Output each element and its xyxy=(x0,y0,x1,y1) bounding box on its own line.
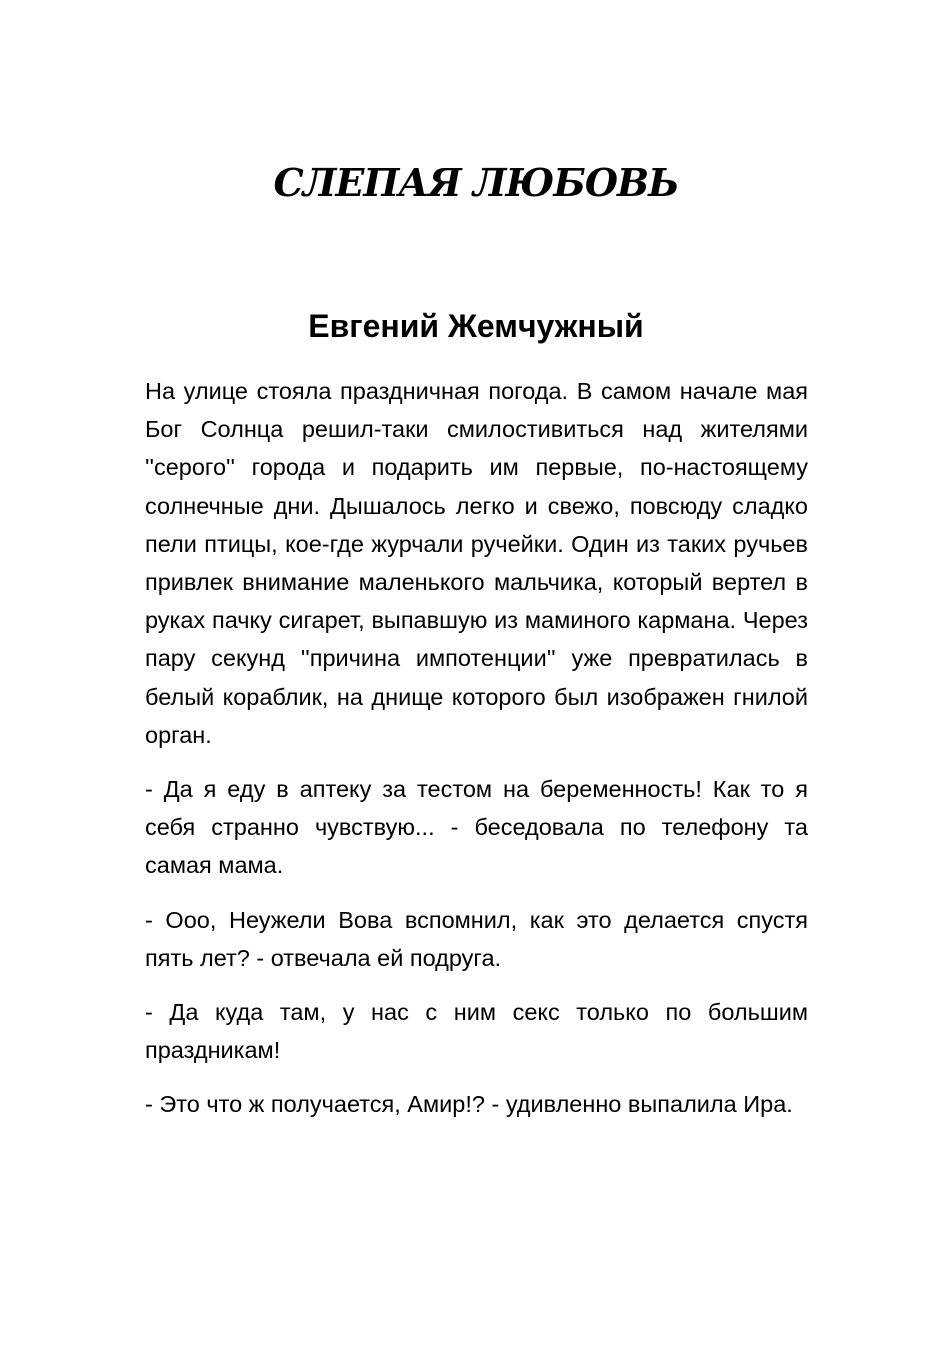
story-body xyxy=(145,372,808,1140)
paragraph-dialogue-2: - Ооо, Неужели Вова вспомнил, как это делается спустя пять лет? - отвечала ей подруга. xyxy=(145,906,808,971)
author-name: Евгений Жемчужный xyxy=(308,308,644,344)
paragraph-dialogue-4: - Это что ж получается, Амир!? - удивленно выпалила Ира. xyxy=(145,1091,793,1118)
paragraph-dialogue-3: - Да куда там, у нас с ним секс только по большим праздникам! xyxy=(145,999,808,1064)
paragraph-intro: На улице стояла праздничная погода. В самом начале мая Бог Солнца решил-таки смилостивиться над жителями ''серого'' города и подарить им первые, по-настоящему солнечные дни. Дышалось легко и свежо, повсюду сладко пели птицы, кое-где журчали ручейки. Один из таких ручьев привлек внимание маленького мальчика, который вертел в руках пачку сигарет, выпавшую из маминого кармана. Через пару секунд ''причина импотенции'' уже превратилась в белый кораблик, на днище которого был изображен гнилой орган. xyxy=(145,378,808,748)
paragraph-dialogue-1: - Да я еду в аптеку за тестом на беременность! Как то я себя странно чувствую... - беседовала по телефону та самая мама. xyxy=(145,776,808,879)
document-title: СЛЕПАЯ ЛЮБОВЬ xyxy=(273,160,679,205)
